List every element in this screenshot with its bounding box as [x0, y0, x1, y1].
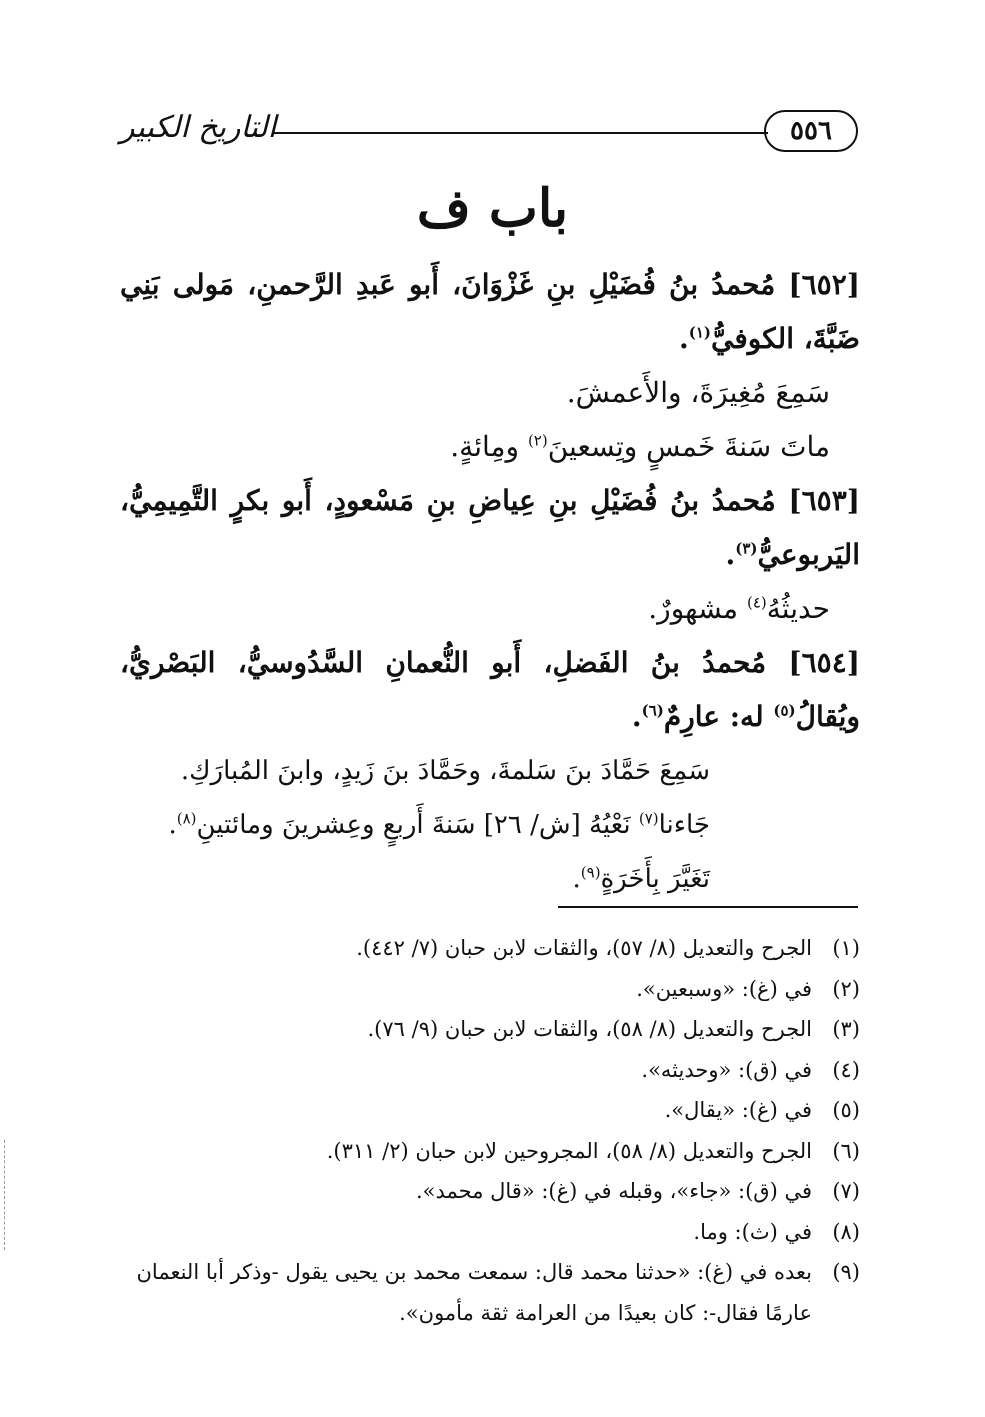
narration-tail: .	[572, 864, 581, 894]
narration-line	[120, 420, 860, 474]
footnote-number: (٤)	[832, 1057, 860, 1082]
footnote-number: (٨)	[832, 1219, 860, 1244]
footnote-ref: (٦)	[641, 701, 664, 720]
footnote-number: (٩)	[832, 1260, 860, 1284]
narration-line	[120, 582, 860, 636]
footnote-ref: (٩)	[580, 863, 601, 882]
footnote	[110, 928, 860, 969]
chapter-heading: باب ف	[416, 178, 569, 239]
footnote	[110, 1171, 860, 1212]
footnote	[110, 1131, 860, 1172]
footnote-ref: (٨)	[176, 809, 197, 828]
narration-text: سَمِعَ حَمَّادَ بنَ سَلمةَ، وحَمَّادَ بنَ زَيدٍ، وابنَ المُبارَكِ.	[180, 756, 710, 786]
narration-tail: مشهورٌ.	[648, 592, 747, 625]
footnote	[110, 1009, 860, 1050]
entry-652	[120, 258, 860, 366]
footnote-ref: (٤)	[746, 593, 767, 612]
narration-text: جَاءنا	[658, 810, 710, 840]
narration-tail: .	[168, 810, 177, 840]
narration-text: ماتَ سَنةَ خَمسٍ وتِسعينَ	[547, 430, 830, 463]
footnote-number: (٢)	[832, 976, 860, 1001]
header-rule	[272, 132, 768, 134]
footnote-text: الجرح والتعديل (٨/ ٥٧)، والثقات لابن حبان (٧/ ٤٤٢).	[356, 936, 812, 960]
footnote	[110, 1252, 860, 1333]
footnote	[110, 969, 860, 1010]
narration-text: حديثُهُ	[766, 592, 830, 625]
narration-line	[120, 852, 860, 906]
footnote-number: (٥)	[832, 1098, 860, 1122]
entry-text: [٦٥٤] مُحمدُ بنُ الفَضلِ، أَبو النُّعمانِ السَّدُوسيُّ، البَصْريُّ، ويُقالُ	[120, 646, 860, 733]
entry-tail: .	[678, 322, 689, 355]
footnote-ref: (١)	[688, 323, 712, 342]
footnote-text: الجرح والتعديل (٨/ ٥٨)، المجروحين لابن حبان (٢/ ٣١١).	[326, 1138, 812, 1163]
footnote-ref: (٥)	[773, 701, 796, 720]
footnote-text: في (غ): «يقال».	[664, 1098, 812, 1122]
footnote	[110, 1090, 860, 1131]
footnote	[110, 1212, 860, 1253]
narration-text: سَمِعَ مُغِيرَةَ، والأَعمشَ.	[566, 376, 830, 409]
footnote-text: في (ث): وما.	[693, 1219, 812, 1244]
entry-tail: له: عارِمٌ	[663, 700, 774, 733]
entry-tail: .	[725, 538, 736, 571]
footnote-separator	[558, 906, 858, 908]
narration-line	[120, 744, 860, 798]
page-header	[120, 108, 862, 154]
footnote-text: في (غ): «وسبعين».	[636, 976, 812, 1001]
entry-text: [٦٥٣] مُحمدُ بنُ فُضَيْلِ بنِ عِياضِ بنِ مَسْعودٍ، أَبو بكرٍ التَّمِيمِيُّ، اليَربوعيُّ	[120, 484, 860, 571]
footnote-text: بعده في (غ): «حدثنا محمد قال: سمعت محمد بن يحيى يقول -وذكر أبا النعمان عارمًا فقال-: كان بعيدًا من العرامة ثقة مأمون».	[136, 1260, 812, 1325]
entry-653	[120, 474, 860, 582]
footnotes	[110, 928, 860, 1333]
footnote-text: في (ق): «جاء»، وقبله في (غ): «قال محمد».	[415, 1179, 812, 1203]
narration-text: تَغَيَّرَ بِأَخَرَةٍ	[600, 864, 710, 894]
entry-654	[120, 636, 860, 744]
narration-tail: نَعْيُهُ [ش/ ٢٦] سَنةَ أَربعٍ وعِشرينَ ومائتينِ	[196, 810, 639, 840]
narration-line	[120, 798, 860, 852]
main-text	[120, 258, 860, 906]
narration-line	[120, 366, 860, 420]
footnote	[110, 1050, 860, 1091]
page-number: ٥٥٦	[764, 110, 858, 152]
entry-tail: .	[631, 700, 642, 733]
footnote-ref: (٣)	[735, 539, 758, 558]
footnote-number: (١)	[832, 936, 860, 960]
footnote-text: في (ق): «وحديثه».	[641, 1057, 812, 1082]
narration-tail: ومِائةٍ.	[450, 430, 528, 463]
entry-text: [٦٥٢] مُحمدُ بنُ فُضَيْلِ بنِ غَزْوَانَ، أَبو عَبدِ الرَّحمنِ، مَولى بَنِي ضَبَّةَ، الكوفيُّ	[120, 268, 860, 355]
footnote-ref: (٢)	[527, 431, 548, 450]
footnote-ref: (٧)	[638, 809, 659, 828]
footnote-number: (٧)	[832, 1179, 860, 1203]
footnote-number: (٦)	[832, 1138, 860, 1163]
book-title: التاريخ الكبير	[120, 110, 277, 145]
scan-margin-mark	[4, 1140, 9, 1250]
footnote-text: الجرح والتعديل (٨/ ٥٨)، والثقات لابن حبان (٩/ ٧٦).	[367, 1017, 812, 1041]
footnote-number: (٣)	[832, 1017, 860, 1041]
